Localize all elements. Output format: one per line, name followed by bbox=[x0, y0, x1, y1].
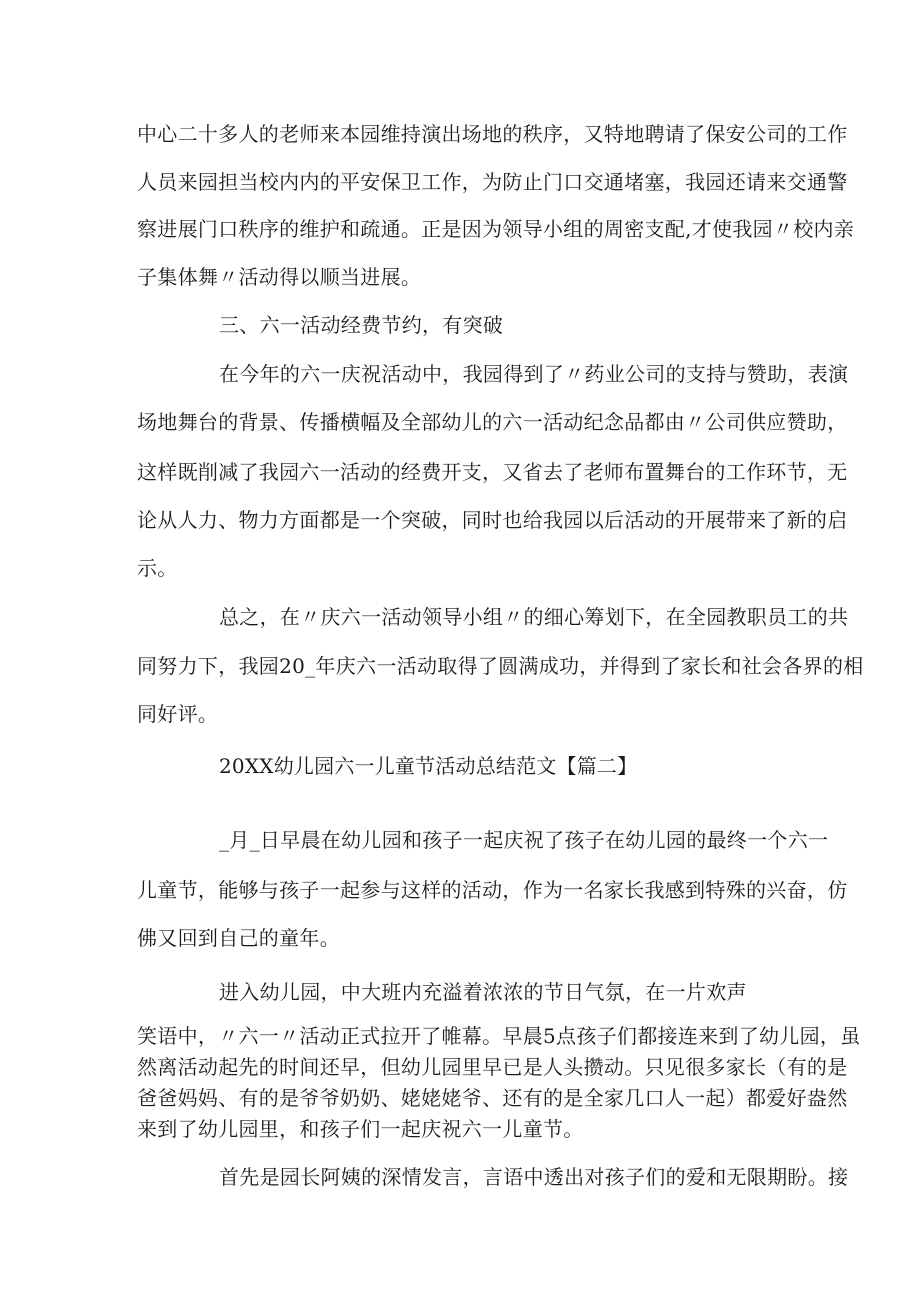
text-line: 示。 bbox=[137, 556, 178, 580]
text-line: 在今年的六一庆祝活动中，我园得到了〃药业公司的支持与赞助，表演 bbox=[219, 362, 849, 386]
text-line: 来到了幼儿园里，和孩子们一起庆祝六一儿童节。 bbox=[137, 1117, 584, 1141]
text-line: 笑语中，〃六一〃活动正式拉开了帷幕。早晨5点孩子们都接连来到了幼儿园，虽 bbox=[137, 1024, 861, 1048]
text-line: 佛又回到自己的童年。 bbox=[137, 926, 340, 950]
text-line: 儿童节，能够与孩子一起参与这样的活动，作为一名家长我感到特殊的兴奋，仿 bbox=[137, 878, 848, 902]
text-line: _月_日早晨在幼儿园和孩子一起庆祝了孩子在幼儿园的最终一个六一 bbox=[219, 828, 829, 852]
text-line: 首先是园长阿姨的深情发言，言语中透出对孩子们的爱和无限期盼。接 bbox=[219, 1165, 849, 1189]
text-line: 人员来园担当校内内的平安保卫工作，为防止门口交通堵塞，我园还请来交通警 bbox=[137, 170, 848, 194]
text-line: 同努力下，我园20_年庆六一活动取得了圆满成功，并得到了家长和社会各界的相 bbox=[137, 654, 864, 678]
article-title: 20XX幼儿园六一儿童节活动总结范文【篇二】 bbox=[219, 754, 638, 778]
text-line: 然离活动起先的时间还早，但幼儿园里早已是人头攒动。只见很多家长（有的是 bbox=[137, 1055, 848, 1079]
text-line: 这样既削减了我园六一活动的经费开支，又省去了老师布置舞台的工作环节，无 bbox=[137, 460, 848, 484]
text-line: 子集体舞〃活动得以顺当进展。 bbox=[137, 265, 422, 289]
text-line: 论从人力、物力方面都是一个突破，同时也给我园以后活动的开展带来了新的启 bbox=[137, 508, 848, 532]
text-line: 总之，在〃庆六一活动领导小组〃的细心筹划下，在全园教职员工的共 bbox=[219, 605, 849, 629]
section-heading: 三、六一活动经费节约，有突破 bbox=[219, 313, 504, 337]
text-line: 察进展门口秩序的维护和疏通。正是因为领导小组的周密支配,才使我园〃校内亲 bbox=[137, 217, 855, 241]
text-line: 同好评。 bbox=[137, 702, 219, 726]
text-line: 爸爸妈妈、有的是爷爷奶奶、姥姥姥爷、还有的是全家几口人一起）都爱好盎然 bbox=[137, 1086, 848, 1110]
text-line: 场地舞台的背景、传播横幅及全部幼儿的六一活动纪念品都由〃公司供应赞助， bbox=[137, 410, 848, 434]
text-line: 中心二十多人的老师来本园维持演出场地的秩序，又特地聘请了保安公司的工作 bbox=[137, 122, 848, 146]
text-line: 进入幼儿园，中大班内充溢着浓浓的节日气氛，在一片欢声 bbox=[219, 980, 747, 1004]
